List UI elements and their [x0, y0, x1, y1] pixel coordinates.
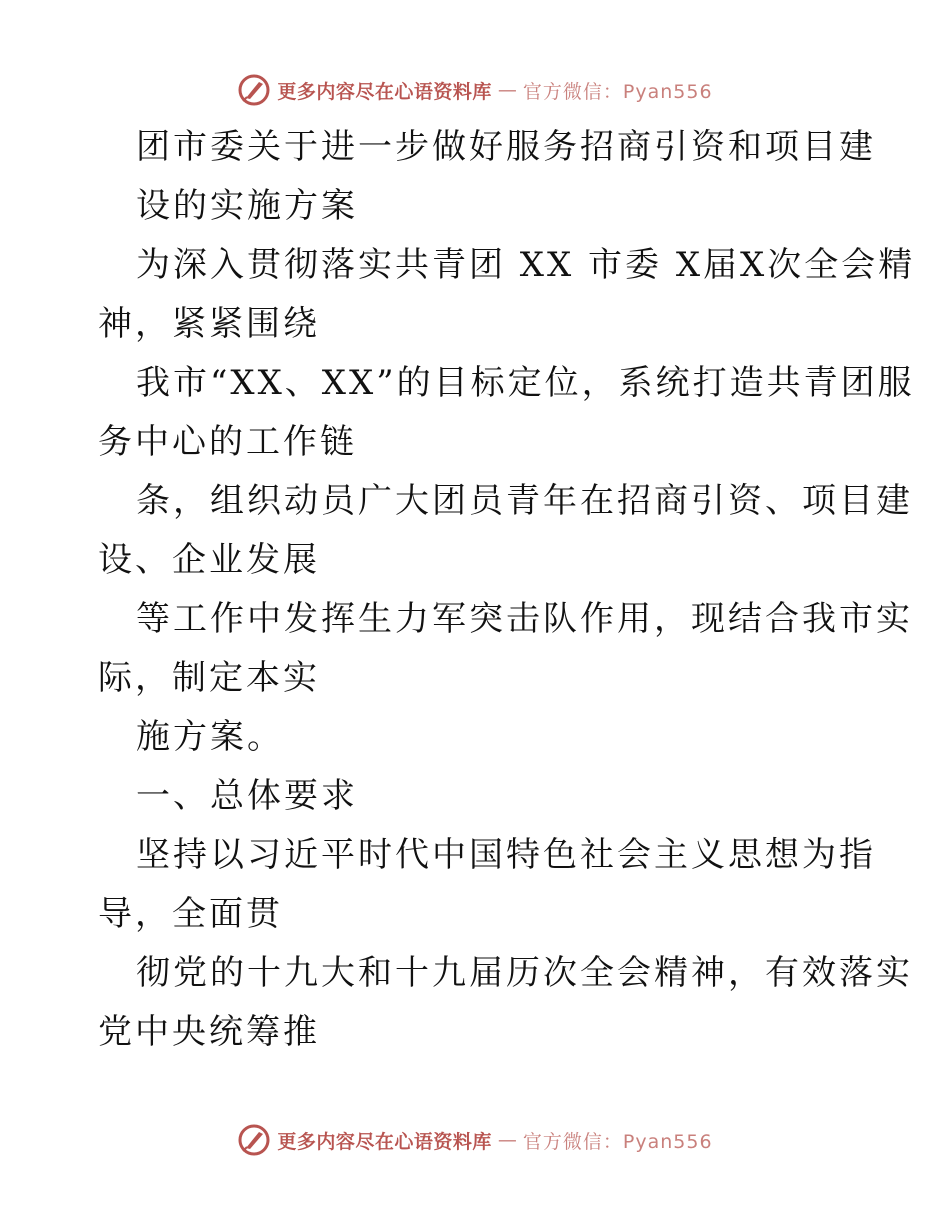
section-heading: 一、总体要求 — [136, 776, 358, 816]
paragraph-line: 党中央统筹推 — [98, 1012, 320, 1052]
paragraph-line: 神，紧紧围绕 — [98, 304, 320, 344]
document-body — [98, 118, 916, 1062]
watermark-header — [0, 70, 950, 110]
watermark-text: 更多内容尽在心语资料库 — [277, 80, 492, 103]
paragraph-line: 为深入贯彻落实共青团 XX 市委 X届X次全会精 — [136, 245, 916, 285]
watermark-wechat: 官方微信：Pyan556 — [522, 1130, 713, 1153]
paragraph-line: 条，组织动员广大团员青年在招商引资、项目建 — [136, 481, 913, 521]
paragraph-line: 导，全面贯 — [98, 894, 283, 934]
paragraph-line: 等工作中发挥生力军突击队作用，现结合我市实 — [136, 599, 913, 639]
watermark-wechat: 官方微信：Pyan556 — [522, 80, 713, 103]
title-line-1: 团市委关于进一步做好服务招商引资和项目建 — [136, 127, 876, 167]
paragraph-line: 我市“XX、XX”的目标定位，系统打造共青团服 — [136, 363, 915, 403]
paragraph-line: 彻党的十九大和十九届历次全会精神，有效落实 — [136, 953, 913, 993]
watermark-dash: — — [497, 1129, 517, 1151]
paragraph-line: 际，制定本实 — [98, 658, 320, 698]
paragraph-line: 坚持以习近平时代中国特色社会主义思想为指 — [136, 835, 876, 875]
watermark-dash: — — [497, 79, 517, 101]
paragraph-line: 务中心的工作链 — [98, 422, 357, 462]
watermark-footer — [0, 1120, 950, 1160]
paragraph-line: 设、企业发展 — [98, 540, 320, 580]
red-circle-quill-icon — [237, 1123, 271, 1157]
red-circle-quill-icon — [237, 73, 271, 107]
title-line-2: 设的实施方案 — [136, 186, 358, 226]
paragraph-line: 施方案。 — [136, 717, 284, 757]
watermark-text: 更多内容尽在心语资料库 — [277, 1130, 492, 1153]
